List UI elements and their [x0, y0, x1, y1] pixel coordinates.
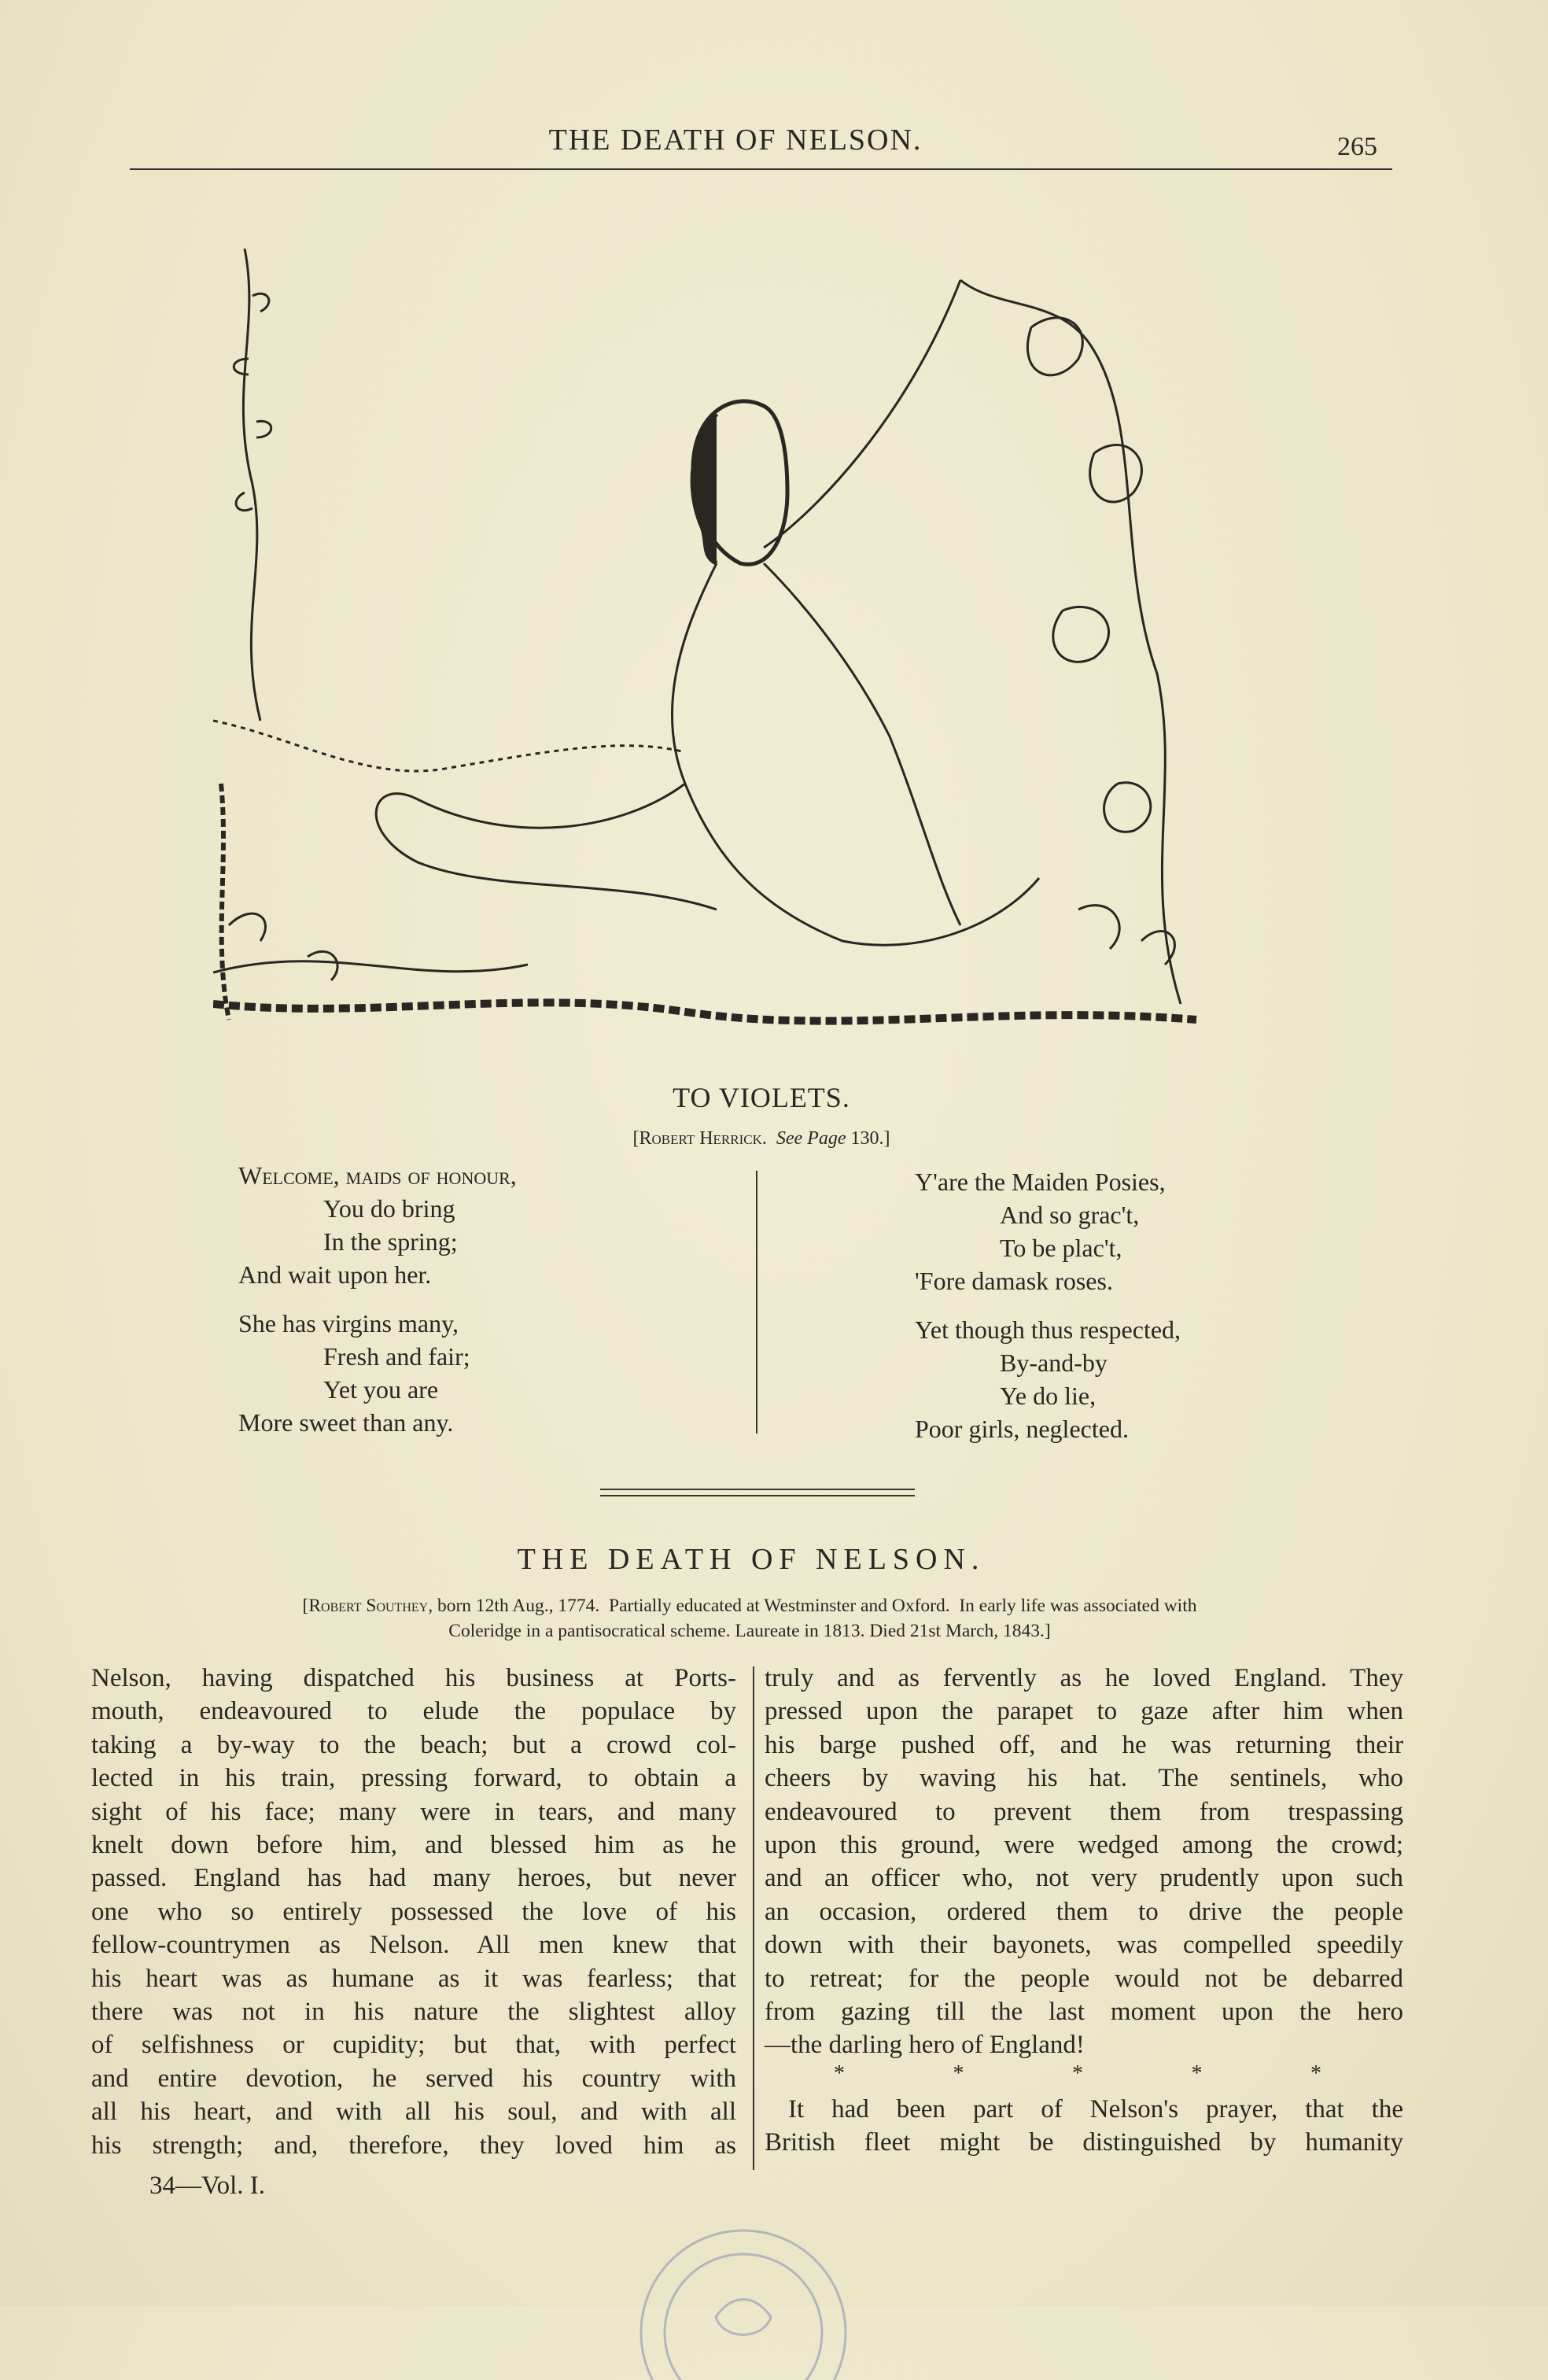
article-title: THE DEATH OF NELSON. — [517, 1543, 986, 1576]
body-line: to retreat; for the people would not be debarred — [765, 1964, 1403, 1993]
poem-line: To be plac't, — [1000, 1234, 1122, 1262]
body-line: and an officer who, not very prudently upon such — [765, 1864, 1403, 1893]
section-divider — [600, 1489, 915, 1496]
body-line: It had been part of Nelson's prayer, that the — [788, 2095, 1403, 2124]
body-line: upon this ground, were wedged among the crowd; — [765, 1831, 1403, 1859]
body-line: endeavoured to prevent them from trespassing — [765, 1797, 1403, 1826]
poem-line: More sweet than any. — [238, 1408, 454, 1437]
poem-attribution — [0, 1128, 1523, 1149]
body-line: from gazing till the last moment upon the hero — [765, 1998, 1403, 2026]
poem-see-page: See Page — [776, 1128, 846, 1149]
article-column-rule — [753, 1666, 754, 2170]
bracket: [ — [632, 1128, 639, 1149]
asterisk: * — [1191, 2061, 1203, 2086]
poem-line: Ye do lie, — [1000, 1382, 1096, 1410]
asterisk: * — [953, 2061, 964, 2086]
poem-line: In the spring; — [323, 1227, 458, 1256]
asterisk: * — [1072, 2061, 1083, 2086]
poem-line: Yet though thus respected, — [915, 1315, 1181, 1344]
poem-line: Yet you are — [323, 1375, 439, 1404]
poem-line: Poor girls, neglected. — [915, 1415, 1129, 1443]
poem-line: 'Fore damask roses. — [915, 1267, 1113, 1295]
poem-line: Fresh and fair; — [323, 1342, 470, 1371]
body-line: pressed upon the parapet to gaze after him when — [765, 1697, 1403, 1726]
library-stamp — [629, 2223, 857, 2380]
body-line: lected in his train, pressing forward, to obtain a — [91, 1764, 736, 1793]
poem-line: She has virgins many, — [238, 1309, 459, 1338]
body-line: an occasion, ordered them to drive the people — [765, 1897, 1403, 1926]
illustration-woman-with-violets — [213, 233, 1275, 1059]
asterisk: * — [1310, 2061, 1321, 2086]
article-citation-line: Coleridge in a pantisocratical scheme. Laureate in 1813. Died 21st March, 1843.] — [448, 1621, 1051, 1641]
body-line: —the darling hero of England! — [765, 2031, 1085, 2060]
body-line: cheers by waving his hat. The sentinels, who — [765, 1764, 1403, 1793]
citation-author: [Robert Southey, — [302, 1596, 433, 1616]
body-line: taking a by-way to the beach; but a crowd col- — [91, 1730, 736, 1759]
body-line: British fleet might be distinguished by humanity — [765, 2128, 1403, 2157]
page-number: 265 — [1337, 132, 1377, 161]
body-line: Nelson, having dispatched his business at Ports- — [91, 1664, 736, 1692]
body-line: his strength; and, therefore, they loved him as — [91, 2131, 736, 2160]
poem-line: By-and-by — [1000, 1349, 1108, 1377]
citation-text: born 12th Aug., 1774. Partially educated at Westminster and Oxford. In early life was associated with — [433, 1596, 1197, 1616]
body-line: knelt down before him, and blessed him as he — [91, 1831, 736, 1859]
article-citation-line — [93, 1596, 1406, 1617]
body-line: his heart was as humane as it was fearless; that — [91, 1964, 736, 1993]
poem-line: And so grac't, — [1000, 1201, 1140, 1229]
header-rule — [130, 168, 1392, 170]
body-line: there was not in his nature the slightest alloy — [91, 1998, 736, 2026]
body-line: mouth, endeavoured to elude the populace by — [91, 1697, 736, 1726]
body-line: one who so entirely possessed the love of his — [91, 1897, 736, 1926]
body-line: his barge pushed off, and he was returning their — [765, 1730, 1403, 1759]
section-break-asterisks — [834, 2061, 1321, 2087]
body-line: all his heart, and with all his soul, and with all — [91, 2098, 736, 2127]
poem-line: Y'are the Maiden Posies, — [915, 1168, 1166, 1196]
body-line: passed. England has had many heroes, but never — [91, 1864, 736, 1893]
body-line: and entire devotion, he served his country with — [91, 2064, 736, 2093]
poem-author: Robert Herrick. — [639, 1128, 767, 1149]
poem-page-ref: 130.] — [850, 1128, 890, 1149]
body-line: down with their bayonets, was compelled speedily — [765, 1931, 1403, 1960]
body-line: truly and as fervently as he loved England. They — [765, 1664, 1403, 1692]
poem-line: And wait upon her. — [238, 1260, 432, 1289]
body-line: fellow-countrymen as Nelson. All men knew that — [91, 1931, 736, 1960]
running-title: THE DEATH OF NELSON. — [548, 124, 923, 157]
body-line: sight of his face; many were in tears, and many — [91, 1797, 736, 1826]
body-line: of selfishness or cupidity; but that, with perfect — [91, 2031, 736, 2060]
poem-line: Welcome, maids of honour, — [238, 1161, 517, 1190]
asterisk: * — [834, 2061, 845, 2086]
poem-title: TO VIOLETS. — [673, 1082, 850, 1113]
poem-column-rule — [756, 1171, 757, 1434]
signature-mark: 34—Vol. I. — [149, 2172, 265, 2200]
poem-line: You do bring — [323, 1194, 455, 1223]
